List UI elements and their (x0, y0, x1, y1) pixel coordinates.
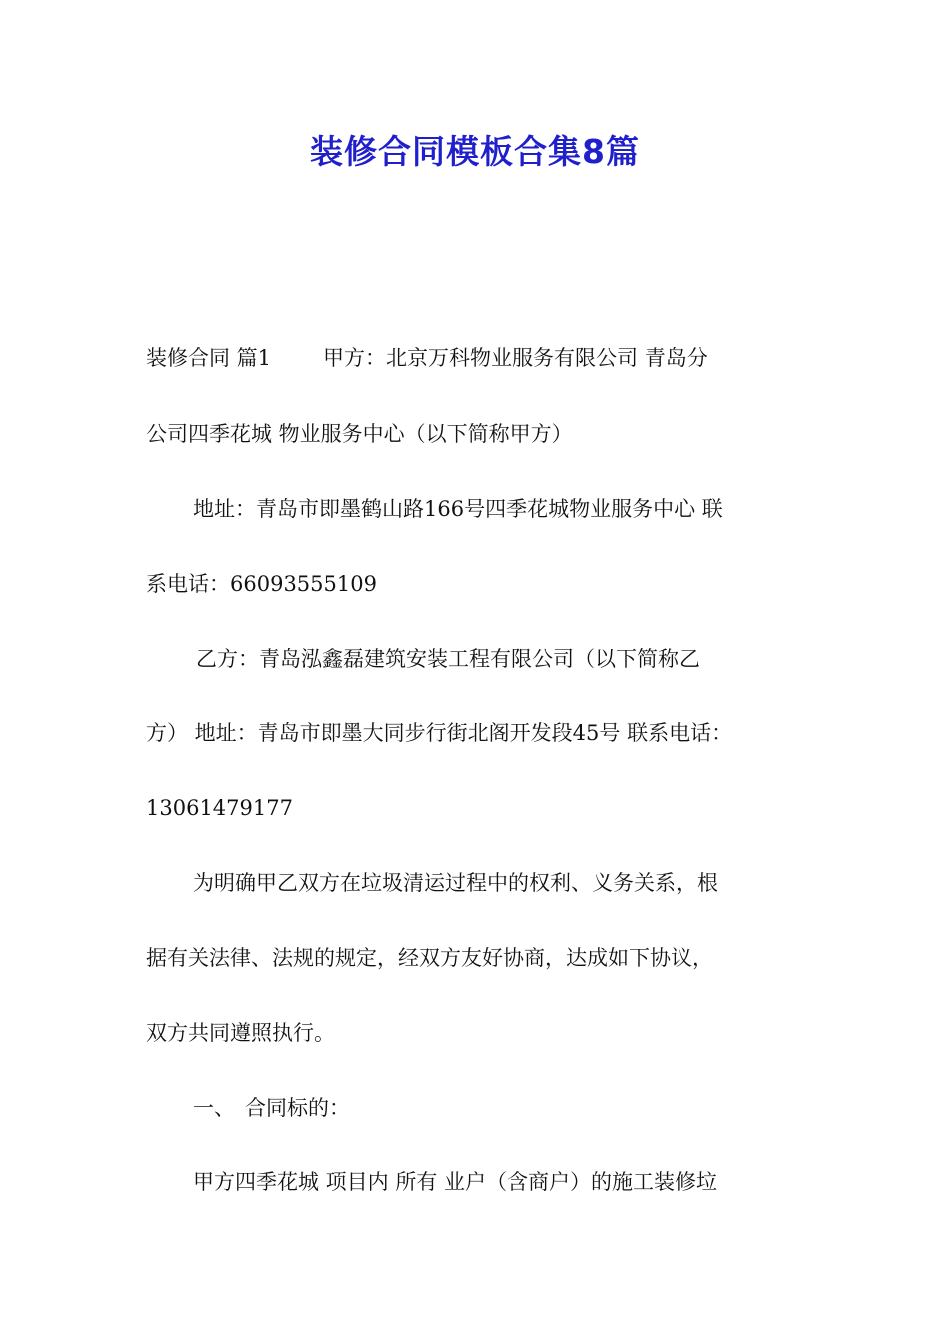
paragraph-line: 方） 地址：青岛市即墨大同步行街北阁开发段45号 联系电话： (146, 721, 733, 745)
section-number: 一、 (193, 1096, 235, 1120)
section-heading: 合同标的： (245, 1096, 350, 1120)
contract-heading: 装修合同 篇1 (146, 346, 272, 370)
paragraph-line: 地址：青岛市即墨鹤山路166号四季花城物业服务中心 联 (193, 497, 723, 521)
paragraph-line (146, 343, 708, 373)
paragraph-line: 系电话：66093555109 (146, 572, 377, 596)
paragraph-line: 为明确甲乙双方在垃圾清运过程中的权利、义务关系，根 (193, 871, 718, 895)
paragraph-line: 双方共同遵照执行。 (146, 1021, 335, 1045)
party-a-text: 甲方：北京万科物业服务有限公司 青岛分 (323, 346, 708, 370)
paragraph-line: 公司四季花城 物业服务中心（以下简称甲方） (146, 422, 573, 446)
paragraph-line: 据有关法律、法规的规定，经双方友好协商，达成如下协议， (146, 946, 713, 970)
paragraph-line: 甲方四季花城 项目内 所有 业户（含商户）的施工装修垃 (193, 1170, 718, 1194)
paragraph-line (193, 1093, 350, 1123)
paragraph-line: 13061479177 (146, 796, 293, 820)
document-title: 装修合同模板合集8篇 (310, 132, 640, 171)
paragraph-line: 乙方：青岛泓鑫磊建筑安装工程有限公司（以下简称乙 (196, 647, 700, 671)
